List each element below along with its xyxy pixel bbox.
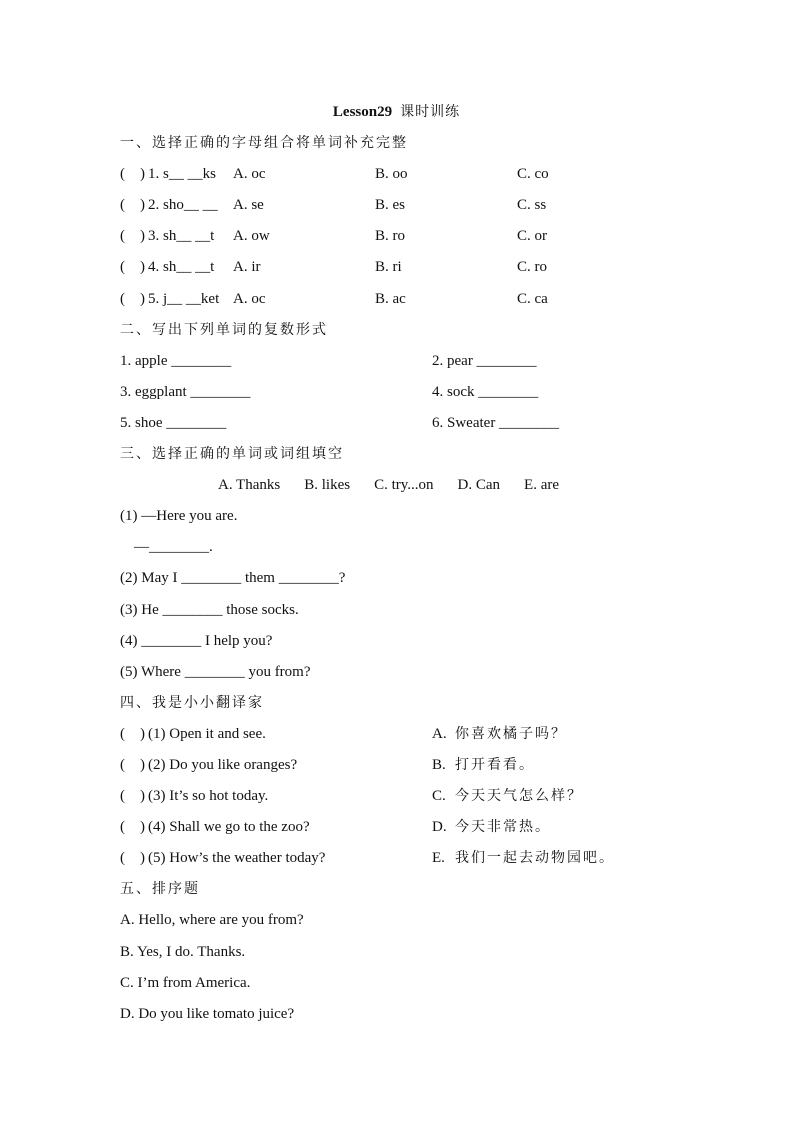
option-b: B. es: [375, 197, 405, 214]
section-1-heading: [0, 128, 793, 159]
plural-row: [0, 408, 793, 439]
english-sentence: (3) It’s so hot today.: [148, 788, 269, 805]
option-letter: E.: [432, 850, 445, 867]
section-2-heading: [0, 315, 793, 346]
option-letter: B.: [432, 756, 446, 773]
word-bank: [0, 470, 793, 501]
question-word: 2. sho__ __: [148, 197, 218, 214]
answer-blank: ( ): [120, 290, 145, 307]
heading-text: 四、我是小小翻译家: [120, 694, 264, 711]
chinese-sentence: 我们一起去动物园吧。: [455, 850, 615, 867]
section-4-heading: [0, 688, 793, 719]
fill-blank-row: [0, 501, 793, 532]
dialogue-line: D. Do you like tomato juice?: [120, 1005, 295, 1022]
option-b: B. ro: [375, 228, 405, 245]
question-row: [0, 221, 793, 252]
fill-blank-row: [0, 532, 793, 563]
answer-blank: ( ): [120, 166, 145, 183]
heading-text: 五、排序题: [120, 881, 200, 898]
ordering-row: [0, 968, 793, 999]
question-row: [0, 190, 793, 221]
option: C. try...on: [374, 477, 434, 494]
plural-item: 4. sock ________: [432, 383, 539, 400]
question-row: [0, 284, 793, 315]
plural-item: 2. pear ________: [432, 352, 537, 369]
translation-row: [0, 719, 793, 750]
option-letter: C.: [432, 788, 446, 805]
chinese-sentence: 打开看看。: [455, 756, 535, 773]
plural-row: [0, 377, 793, 408]
ordering-row: [0, 999, 793, 1030]
fill-blank-row: [0, 657, 793, 688]
title-cn: 课时训练: [400, 104, 461, 120]
answer-blank: ( ): [120, 725, 145, 742]
fill-blank-row: [0, 595, 793, 626]
section-5-heading: [0, 874, 793, 905]
ordering-row: [0, 905, 793, 936]
option-letter: A.: [432, 725, 447, 742]
plural-row: [0, 346, 793, 377]
question-row: [0, 159, 793, 190]
question-word: 4. sh__ __t: [148, 259, 215, 276]
heading-text: 二、写出下列单词的复数形式: [120, 321, 328, 338]
fill-blank-item: —________.: [134, 539, 213, 556]
translation-row: [0, 750, 793, 781]
heading-text: 一、选择正确的字母组合将单词补充完整: [120, 135, 408, 152]
option-b: B. ac: [375, 290, 406, 307]
option-c: C. or: [517, 228, 547, 245]
fill-blank-item: (1) —Here you are.: [120, 508, 238, 525]
plural-item: 3. eggplant ________: [120, 383, 251, 400]
option-b: B. ri: [375, 259, 402, 276]
translation-row: [0, 812, 793, 843]
fill-blank-row: [0, 626, 793, 657]
section-3-heading: [0, 439, 793, 470]
translation-row: [0, 843, 793, 874]
option-c: C. ro: [517, 259, 547, 276]
option-a: A. ow: [233, 228, 270, 245]
chinese-sentence: 今天天气怎么样？: [455, 788, 583, 805]
option-c: C. ss: [517, 197, 547, 214]
dialogue-line: A. Hello, where are you from?: [120, 912, 304, 929]
answer-blank: ( ): [120, 228, 145, 245]
option-a: A. ir: [233, 259, 261, 276]
answer-blank: ( ): [120, 850, 145, 867]
option-a: A. oc: [233, 166, 266, 183]
answer-blank: ( ): [120, 259, 145, 276]
option: A. Thanks: [218, 477, 281, 494]
answer-blank: ( ): [120, 756, 145, 773]
heading-text: 三、选择正确的单词或词组填空: [120, 446, 344, 463]
fill-blank-item: (4) ________ I help you?: [120, 632, 273, 649]
option-c: C. ca: [517, 290, 548, 307]
option: B. likes: [304, 477, 351, 494]
english-sentence: (4) Shall we go to the zoo?: [148, 819, 310, 836]
page-title: [0, 97, 793, 128]
plural-item: 5. shoe ________: [120, 414, 227, 431]
option-letter: D.: [432, 819, 447, 836]
option-c: C. co: [517, 166, 549, 183]
question-row: [0, 252, 793, 283]
dialogue-line: B. Yes, I do. Thanks.: [120, 943, 246, 960]
english-sentence: (2) Do you like oranges?: [148, 756, 298, 773]
title-en: Lesson29: [332, 104, 393, 120]
chinese-sentence: 你喜欢橘子吗？: [455, 725, 567, 742]
option: D. Can: [457, 477, 501, 494]
plural-item: 1. apple ________: [120, 352, 232, 369]
question-word: 3. sh__ __t: [148, 228, 215, 245]
translation-row: [0, 781, 793, 812]
option-a: A. oc: [233, 290, 266, 307]
english-sentence: (5) How’s the weather today?: [148, 850, 326, 867]
answer-blank: ( ): [120, 197, 145, 214]
question-word: 5. j__ __ket: [148, 290, 220, 307]
fill-blank-item: (5) Where ________ you from?: [120, 663, 311, 680]
question-word: 1. s__ __ks: [148, 166, 216, 183]
ordering-row: [0, 937, 793, 968]
worksheet: [0, 97, 793, 1030]
option-a: A. se: [233, 197, 264, 214]
fill-blank-row: [0, 563, 793, 594]
dialogue-line: C. I’m from America.: [120, 974, 251, 991]
answer-blank: ( ): [120, 788, 145, 805]
fill-blank-item: (2) May I ________ them ________?: [120, 570, 346, 587]
chinese-sentence: 今天非常热。: [455, 819, 551, 836]
answer-blank: ( ): [120, 819, 145, 836]
option-b: B. oo: [375, 166, 408, 183]
english-sentence: (1) Open it and see.: [148, 725, 266, 742]
fill-blank-item: (3) He ________ those socks.: [120, 601, 299, 618]
plural-item: 6. Sweater ________: [432, 414, 560, 431]
option: E. are: [524, 477, 560, 494]
